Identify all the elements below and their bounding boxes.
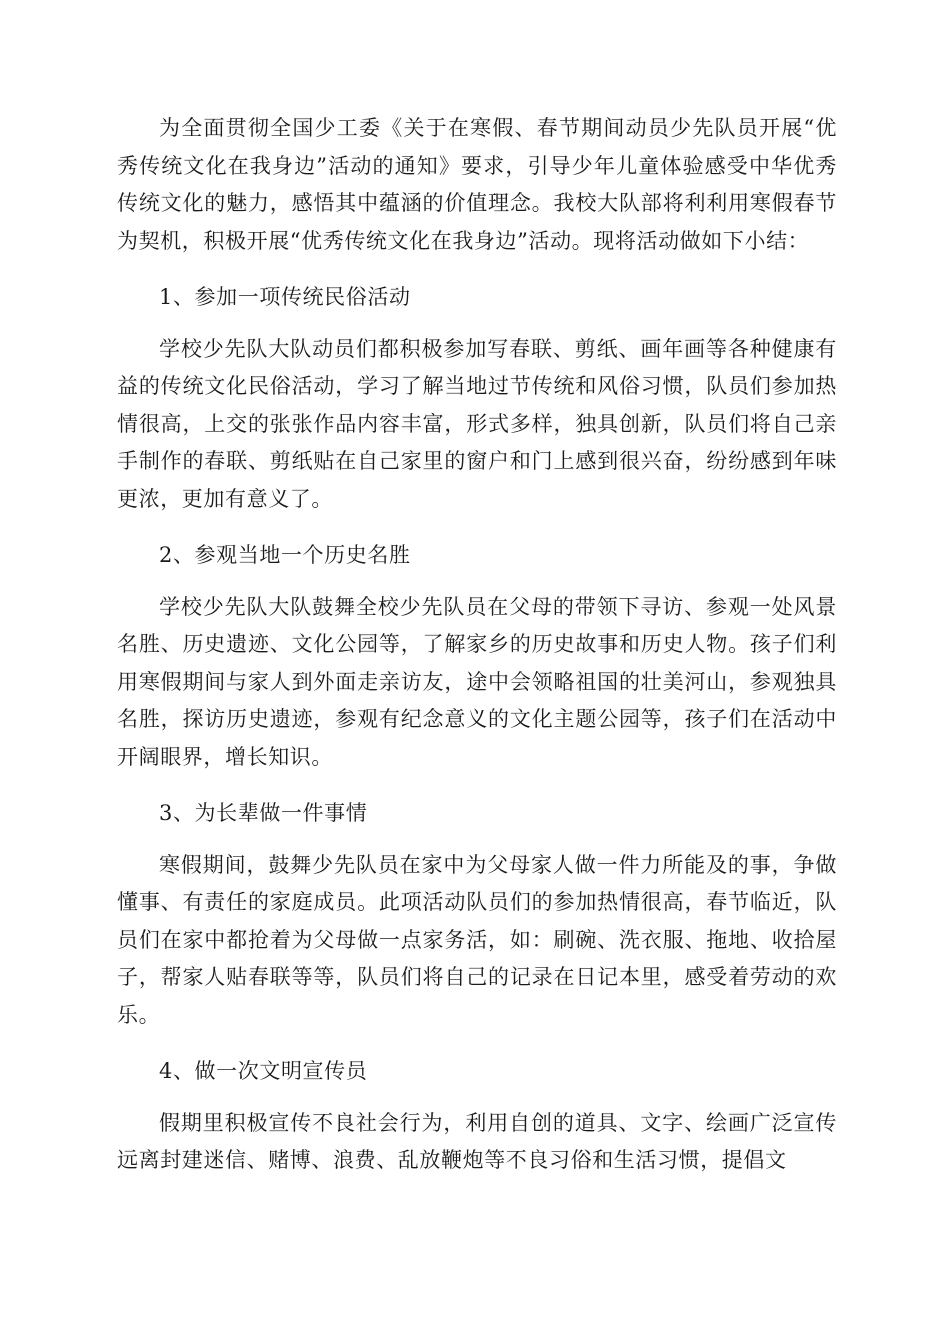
section-heading-3: 3、为长辈做一件事情 [159, 801, 368, 825]
section-paragraph-4: 假期里积极宣传不良社会行为，利用自创的道具、文字、绘画广泛宣传远离封建迷信、赌博、浪费、乱放鞭炮等不良习俗和生活习惯，提倡文 [117, 1110, 837, 1172]
section-heading-2: 2、参观当地一个历史名胜 [159, 543, 411, 567]
section-paragraph-2: 学校少先队大队鼓舞全校少先队员在父母的带领下寻访、参观一处风景名胜、历史遗迹、文化公园等，了解家乡的历史故事和历史人物。孩子们利用寒假期间与家人到外面走亲访友，途中会领略祖国的壮美河山，参观独具名胜，探访历史遗迹，参观有纪念意义的文化主题公园等，孩子们在活动中开阔眼界，增长知识。 [117, 594, 837, 769]
section-heading-4: 4、做一次文明宣传员 [159, 1059, 368, 1083]
intro-paragraph: 为全面贯彻全国少工委《关于在寒假、春节期间动员少先队员开展“优秀传统文化在我身边”活动的通知》要求，引导少年儿童体验感受中华优秀传统文化的魅力，感悟其中蕴涵的价值理念。我校大队部将利利用寒假春节为契机，积极开展“优秀传统文化在我身边”活动。现将活动做如下小结： [117, 116, 837, 253]
document-body [117, 110, 837, 1180]
section-heading-1: 1、参加一项传统民俗活动 [159, 285, 411, 309]
section-paragraph-1: 学校少先队大队动员们都积极参加写春联、剪纸、画年画等各种健康有益的传统文化民俗活动，学习了解当地过节传统和风俗习惯，队员们参加热情很高，上交的张张作品内容丰富，形式多样，独具创新，队员们将自己亲手制作的春联、剪纸贴在自己家里的窗户和门上感到很兴奋，纷纷感到年味更浓，更加有意义了。 [117, 336, 837, 511]
section-paragraph-3: 寒假期间，鼓舞少先队员在家中为父母家人做一件力所能及的事，争做懂事、有责任的家庭成员。此项活动队员们的参加热情很高，春节临近，队员们在家中都抢着为父母做一点家务活，如：刷碗、洗衣服、拖地、收拾屋子，帮家人贴春联等等，队员们将自己的记录在日记本里，感受着劳动的欢乐。 [117, 852, 837, 1027]
